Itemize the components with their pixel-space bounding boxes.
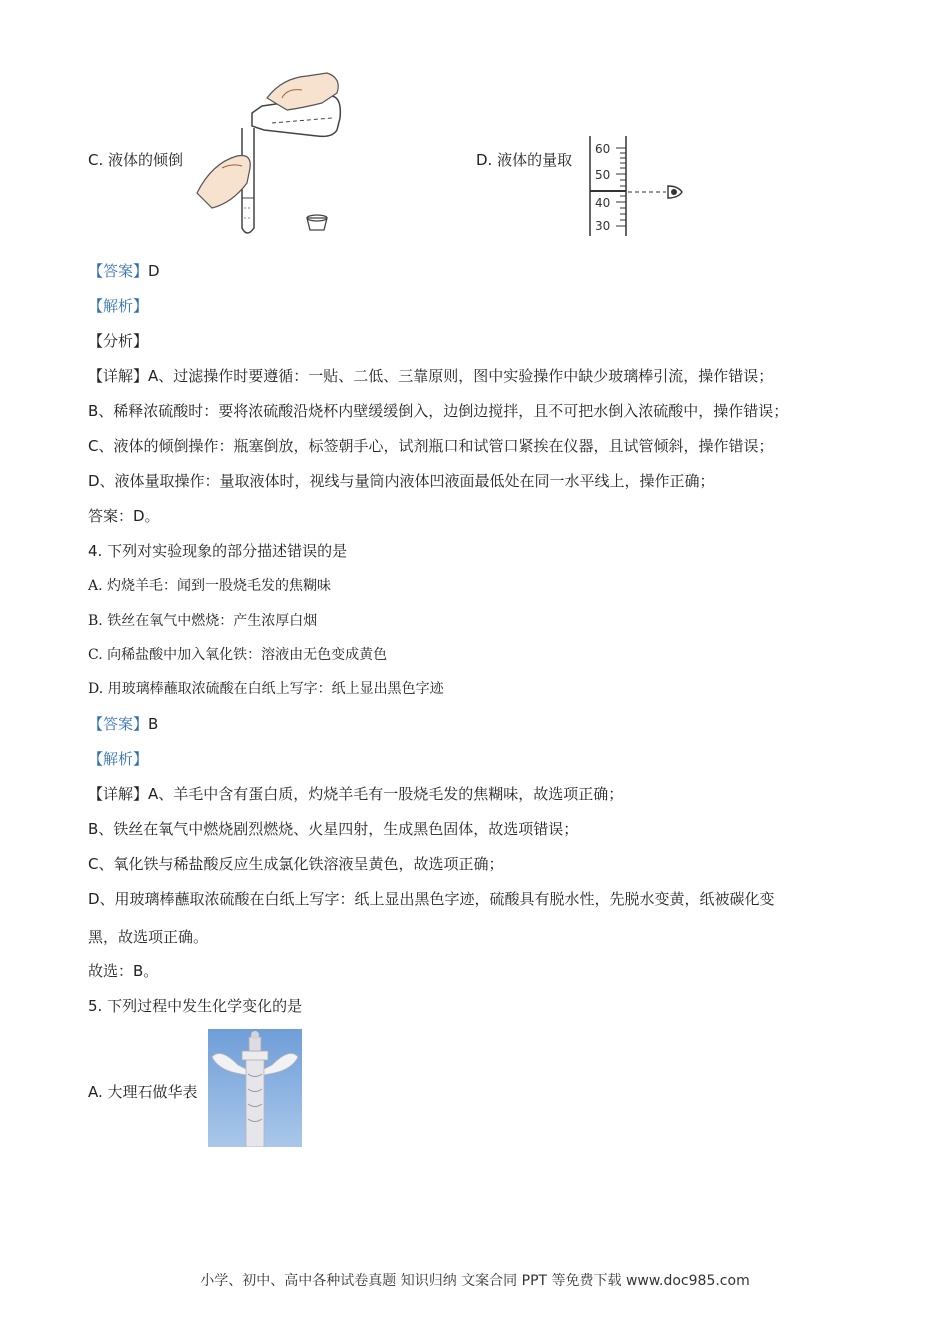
option-c-label: C. 液体的倾倒 (88, 151, 184, 169)
page-footer: 小学、初中、高中各种试卷真题 知识归纳 文案合同 PPT 等免费下载 www.doc985.com (200, 1273, 750, 1289)
huabiao-photo (208, 1029, 302, 1147)
option-c: C. 向稀盐酸中加入氧化铁：溶液由无色变成黄色 (88, 647, 388, 663)
conclusion: 故选：B。 (88, 962, 159, 980)
detail-d: D、用玻璃棒蘸取浓硫酸在白纸上写字：纸上显出黑色字迹，硫酸具有脱水性，先脱水变黄，纸被碳化变 (88, 890, 775, 908)
conclusion: 答案：D。 (88, 507, 160, 525)
detail-b: B、铁丝在氧气中燃烧剧烈燃烧、火星四射，生成黑色固体，故选项错误； (88, 820, 579, 838)
liquid-pouring-figure (192, 68, 362, 240)
tick-label: 40 (595, 196, 611, 210)
tick-label: 30 (595, 219, 611, 233)
question-stem: 4. 下列对实验现象的部分描述错误的是 (88, 542, 348, 560)
detail-a: 【详解】A、羊毛中含有蛋白质，灼烧羊毛有一股烧毛发的焦糊味，故选项正确； (88, 785, 624, 803)
option-a: A. 灼烧羊毛：闻到一股烧毛发的焦糊味 (88, 578, 332, 594)
answer-line: 【答案】B (88, 715, 159, 733)
option-d-label: D. 液体的量取 (476, 151, 573, 169)
analysis-tag: 【解析】 (88, 297, 149, 315)
detail-d: D、液体量取操作：量取液体时，视线与量筒内液体凹液面最低处在同一水平线上，操作正确； (88, 472, 715, 490)
answer-line: 【答案】D (88, 262, 160, 280)
option-b: B. 铁丝在氧气中燃烧：产生浓厚白烟 (88, 613, 318, 629)
detail-c: C、氧化铁与稀盐酸反应生成氯化铁溶液呈黄色，故选项正确； (88, 855, 504, 873)
detail-a: 【详解】A、过滤操作时要遵循：一贴、二低、三靠原则，图中实验操作中缺少玻璃棒引流，操作错误； (88, 367, 774, 385)
question-stem: 5. 下列过程中发生化学变化的是 (88, 997, 303, 1015)
option-a: A. 大理石做华表 (88, 1083, 198, 1101)
option-d: D. 用玻璃棒蘸取浓硫酸在白纸上写字：纸上显出黑色字迹 (88, 681, 444, 697)
detail-c: C、液体的倾倒操作：瓶塞倒放，标签朝手心，试剂瓶口和试管口紧挨在仪器，且试管倾斜，操作错误； (88, 437, 774, 455)
graduated-cylinder-figure (588, 136, 688, 238)
detail-b: B、稀释浓硫酸时：要将浓硫酸沿烧杯内壁缓缓倒入，边倒边搅拌，且不可把水倒入浓硫酸中，操作错误； (88, 402, 789, 420)
tick-label: 60 (595, 142, 611, 156)
detail-d-cont: 黑，故选项正确。 (88, 928, 209, 946)
analysis-tag: 【解析】 (88, 750, 149, 768)
fenxi-tag: 【分析】 (88, 332, 149, 350)
tick-label: 50 (595, 168, 611, 182)
